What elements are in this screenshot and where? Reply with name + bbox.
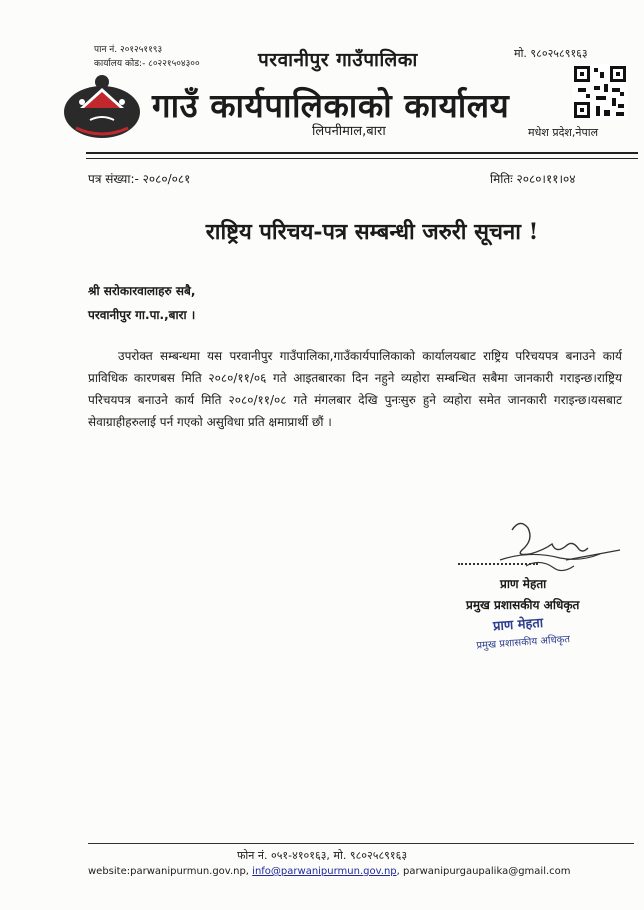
office-code: कार्यालय कोड:- ८०२२१५०४३०० bbox=[94, 59, 200, 69]
letter-body: उपरोक्त सम्बन्धमा यस परवानीपुर गाउँपालिका,गाउँकार्यपालिकाको कार्यालयबाट राष्ट्रिय परिचयपत्र बनाउने कार्य प्राविधिक कारणबस मिति २०८०/११/०६ गते आइतबारका दिन नहुने व्यहोरा सम्बन्धित सबैमा जानकारी गराइन्छ।राष्ट्रिय परिचयपत्र बनाउने कार्य मिति २०८०/११/०८ गते मंगलबार देखि पुनःसुरु हुने व्यहोरा समेत जानकारी गराइन्छ।यसबाट सेवाग्राहीहरुलाई पर्न गएको असुविधा प्रति क्षमाप्रार्थी छौं । bbox=[88, 349, 622, 429]
stamp-title: प्रमुख प्रशासकीय अधिकृत bbox=[476, 634, 571, 652]
header-phone: मो. ९८०२५८९१६३ bbox=[514, 47, 588, 60]
province-text: मधेश प्रदेश,नेपाल bbox=[528, 126, 599, 139]
footer-contact bbox=[88, 866, 571, 877]
official-stamp bbox=[470, 603, 603, 660]
addressee-line-2: परवानीपुर गा.पा.,बारा । bbox=[88, 308, 196, 322]
email-link[interactable]: info@parwanipurmun.gov.np bbox=[252, 866, 397, 877]
footer-phone: फोन नं. ०५१-४१०१६३, मो. ९८०२५८९१६३ bbox=[236, 849, 408, 862]
reference-number: पत्र संख्या:- २०८०/०८१ bbox=[88, 172, 191, 186]
signer-title: प्रमुख प्रशासकीय अधिकृत bbox=[466, 598, 580, 612]
header-divider bbox=[86, 152, 638, 154]
letter-date: मितिः २०८०।११।०४ bbox=[490, 172, 576, 186]
subject-text: राष्ट्रिय परिचय-पत्र सम्बन्धी जरुरी सूचना ! bbox=[205, 219, 539, 245]
subject-line bbox=[0, 216, 644, 246]
gmail-text: , parwanipurgaupalika@gmail.com bbox=[396, 866, 571, 877]
header-divider-thin bbox=[86, 158, 638, 159]
municipality-name: परवानीपुर गाउँपालिका bbox=[258, 49, 418, 71]
stamp-name: प्राण मेहता bbox=[492, 615, 544, 635]
website-text: website:parwanipurmun.gov.np, bbox=[88, 866, 253, 877]
handwritten-signature bbox=[470, 510, 630, 590]
qr-code-icon bbox=[572, 64, 628, 120]
addressee-line-1: श्री सरोकारवालाहरु सबै, bbox=[88, 284, 196, 298]
signature-dotted-line bbox=[458, 563, 538, 565]
office-address: लिपनीमाल,बारा bbox=[312, 124, 386, 139]
pan-number: पान नं. २०१२५११९३ bbox=[94, 45, 163, 55]
nepal-emblem-icon bbox=[60, 68, 144, 144]
office-title: गाउँ कार्यपालिकाको कार्यालय bbox=[152, 86, 510, 125]
signer-name: प्राण मेहता bbox=[500, 577, 547, 591]
footer-divider bbox=[88, 843, 634, 844]
